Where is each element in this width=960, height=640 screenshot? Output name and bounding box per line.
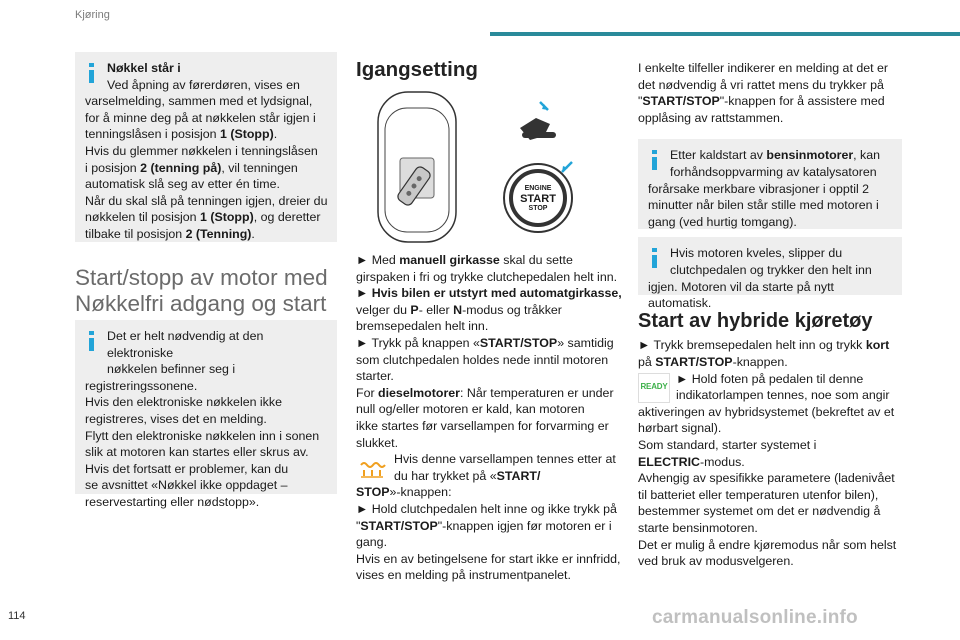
section-heading-hybrid-start: Start av hybride kjøretøy xyxy=(638,310,873,333)
section-heading-keyless-1: Start/stopp av motor med xyxy=(75,265,328,290)
ready-indicator-block xyxy=(638,371,902,404)
text-line: varselmelding, sammen med et lydsignal, xyxy=(85,94,313,109)
preheat-warning-block xyxy=(356,451,628,484)
page-number: 114 xyxy=(8,610,26,622)
text-line: Hvis denne varsellampen tennes etter at xyxy=(394,452,616,467)
text-line: aktiveringen av hybridsystemet (bekreftet av et xyxy=(638,404,895,419)
text-line: nøkkelen befinner seg i xyxy=(107,362,236,377)
text-line: vises en melding på instrumentpanelet. xyxy=(356,568,571,583)
text-line: starter. xyxy=(356,369,394,384)
info-box-title: Nøkkel står i xyxy=(107,61,181,75)
section-heading-keyless-2: Nøkkelfri adgang og start xyxy=(75,291,327,316)
right-column xyxy=(638,60,902,570)
text-line: reservestarting eller nødstopp». xyxy=(85,494,260,509)
text-line: som clutchpedalen holdes nede inntil motoren xyxy=(356,352,609,367)
section-heading-start: Igangsetting xyxy=(356,58,478,81)
text-line: på START/STOP-knappen. xyxy=(638,354,788,369)
header-accent-bar xyxy=(490,32,960,36)
text-line: Ved åpning av førerdøren, vises en xyxy=(107,77,300,92)
text-line: du har trykket på «START/ xyxy=(394,468,541,483)
text-line: se avsnittet «Nøkkel ikke oppdaget – xyxy=(85,478,288,493)
text-line: "START/STOP"-knappen for å assistere med xyxy=(638,94,885,109)
info-icon xyxy=(89,331,95,351)
left-column xyxy=(75,52,337,242)
left-column-box2 xyxy=(75,320,337,509)
text-line: Det er mulig å endre kjøremodus når som helst xyxy=(638,537,897,552)
text-line: Hvis det fortsatt er problemer, kan du xyxy=(85,461,289,476)
text-line: nøkkelen til posisjon 1 (Stopp), og deretter xyxy=(85,210,321,225)
text-line: velger du P- eller N-modus og tråkker xyxy=(356,302,562,317)
text-line: ikke startes før varsellampen for forvarming er xyxy=(356,418,609,433)
text-line: igjen. Motoren vil da starte på nytt automatisk. xyxy=(648,279,834,311)
text-line: ► Hvis bilen er utstyrt med automatgirkasse, xyxy=(356,286,622,301)
middle-column-text xyxy=(356,252,628,584)
text-line: Flytt den elektroniske nøkkelen inn i sonen xyxy=(85,428,320,443)
button-label-start: START xyxy=(520,193,556,205)
text-line: Det er helt nødvendig at den elektroniske xyxy=(107,329,264,360)
text-line: For dieselmotorer: Når temperaturen er under xyxy=(356,385,614,400)
text-line: clutchpedalen og trykker den helt inn xyxy=(670,262,872,277)
text-line: hørbart signal). xyxy=(638,421,722,436)
text-line: registreres, vises det en melding. xyxy=(85,411,267,426)
text-line: Hvis en av betingelsene for start ikke er innfridd, xyxy=(356,551,621,566)
text-line: tenningslåsen i posisjon 1 (Stopp). xyxy=(85,127,278,142)
car-key-illustration xyxy=(372,88,594,248)
text-line: Som standard, starter systemet i xyxy=(638,437,817,452)
text-line: Når du skal slå på tenningen igjen, dreier du xyxy=(85,193,328,208)
text-line: ved bruk av modusvelgeren. xyxy=(638,554,794,569)
text-line: indikatorlampen tennes, noe som angir xyxy=(676,388,890,403)
text-line: bremsepedalen helt inn. xyxy=(356,319,489,334)
figure-keyless-start xyxy=(372,88,594,248)
text-line: null og/eller motoren er kald, kan motoren xyxy=(356,402,585,417)
text-line: STOP»-knappen: xyxy=(356,485,452,500)
text-line: Etter kaldstart av bensinmotorer, kan xyxy=(670,148,881,163)
text-line: for å minne deg på at nøkkelen står igjen i xyxy=(85,110,316,125)
text-line: Avhengig av spesifikke parametere (ladenivået xyxy=(638,471,895,486)
info-icon xyxy=(652,150,658,170)
info-box-catalyst-preheat xyxy=(638,139,902,229)
info-box-electronic-key xyxy=(75,320,337,509)
text-line: starte bensinmotoren. xyxy=(638,520,758,535)
text-line: Hvis du glemmer nøkkelen i tenningslåsen xyxy=(85,143,318,158)
info-box-key-in-ignition xyxy=(75,52,337,242)
text-line: ► Hold clutchpedalen helt inne og ikke trykk på xyxy=(356,501,617,516)
hand-icon xyxy=(520,102,556,140)
text-line: forhåndsoppvarming av katalysatoren xyxy=(670,164,877,179)
text-line: ELECTRIC-modus. xyxy=(638,454,745,469)
button-label-stop: STOP xyxy=(528,205,548,212)
text-line: registreringssonene. xyxy=(85,378,198,393)
ready-indicator-label: READY xyxy=(640,382,668,392)
text-line: ► Trykk på knappen «START/STOP» samtidig xyxy=(356,335,614,350)
text-line: gang (ved hurtig tomgang). xyxy=(648,214,797,229)
info-box-engine-stall xyxy=(638,237,902,311)
text-line: til batteriet eller temperaturen utenfor bilen), xyxy=(638,487,879,502)
ready-indicator-icon xyxy=(638,373,670,403)
text-line: girspaken i fri og trykke clutchepedalen helt inn. xyxy=(356,269,618,284)
info-icon xyxy=(652,248,658,268)
text-line: Hvis motoren kveles, slipper du xyxy=(670,246,843,261)
text-line: ► Trykk bremsepedalen helt inn og trykk kort xyxy=(638,338,890,353)
text-line: "START/STOP"-knappen igjen før motoren er i xyxy=(356,518,612,533)
text-line: ► Hold foten på pedalen til denne xyxy=(676,371,864,386)
text-line: det nødvendig å vri rattet mens du trykker på xyxy=(638,77,884,92)
text-line: tilbake til posisjon 2 (Tenning). xyxy=(85,226,255,241)
text-line: opplåsing av rattstammen. xyxy=(638,110,784,125)
text-line: gang. xyxy=(356,535,388,550)
text-line: ► Med manuell girkasse skal du sette xyxy=(356,253,573,267)
footer-watermark: carmanualsonline.info xyxy=(652,607,858,628)
text-line: Hvis den elektroniske nøkkelen ikke xyxy=(85,395,282,410)
running-header: Kjøring xyxy=(75,9,110,21)
button-label-engine: ENGINE xyxy=(524,185,552,192)
info-icon xyxy=(89,63,95,83)
text-line: slik at motoren kan startes eller skrus av. xyxy=(85,445,309,460)
text-line: bestemmer systemet om det er nødvendig å xyxy=(638,504,881,519)
text-line: minutter når bilen står stille med motoren i xyxy=(648,198,879,213)
text-line: forårsake merkbare vibrasjoner i opptil 2 xyxy=(648,181,870,196)
text-line: i posisjon 2 (tenning på), vil tenningen xyxy=(85,160,298,175)
text-line: I enkelte tilfeller indikerer en melding at det er xyxy=(638,61,889,75)
text-line: automatisk slå seg av etter én time. xyxy=(85,177,280,192)
preheat-warning-lamp-icon xyxy=(356,453,388,483)
text-line: slukket. xyxy=(356,435,399,450)
